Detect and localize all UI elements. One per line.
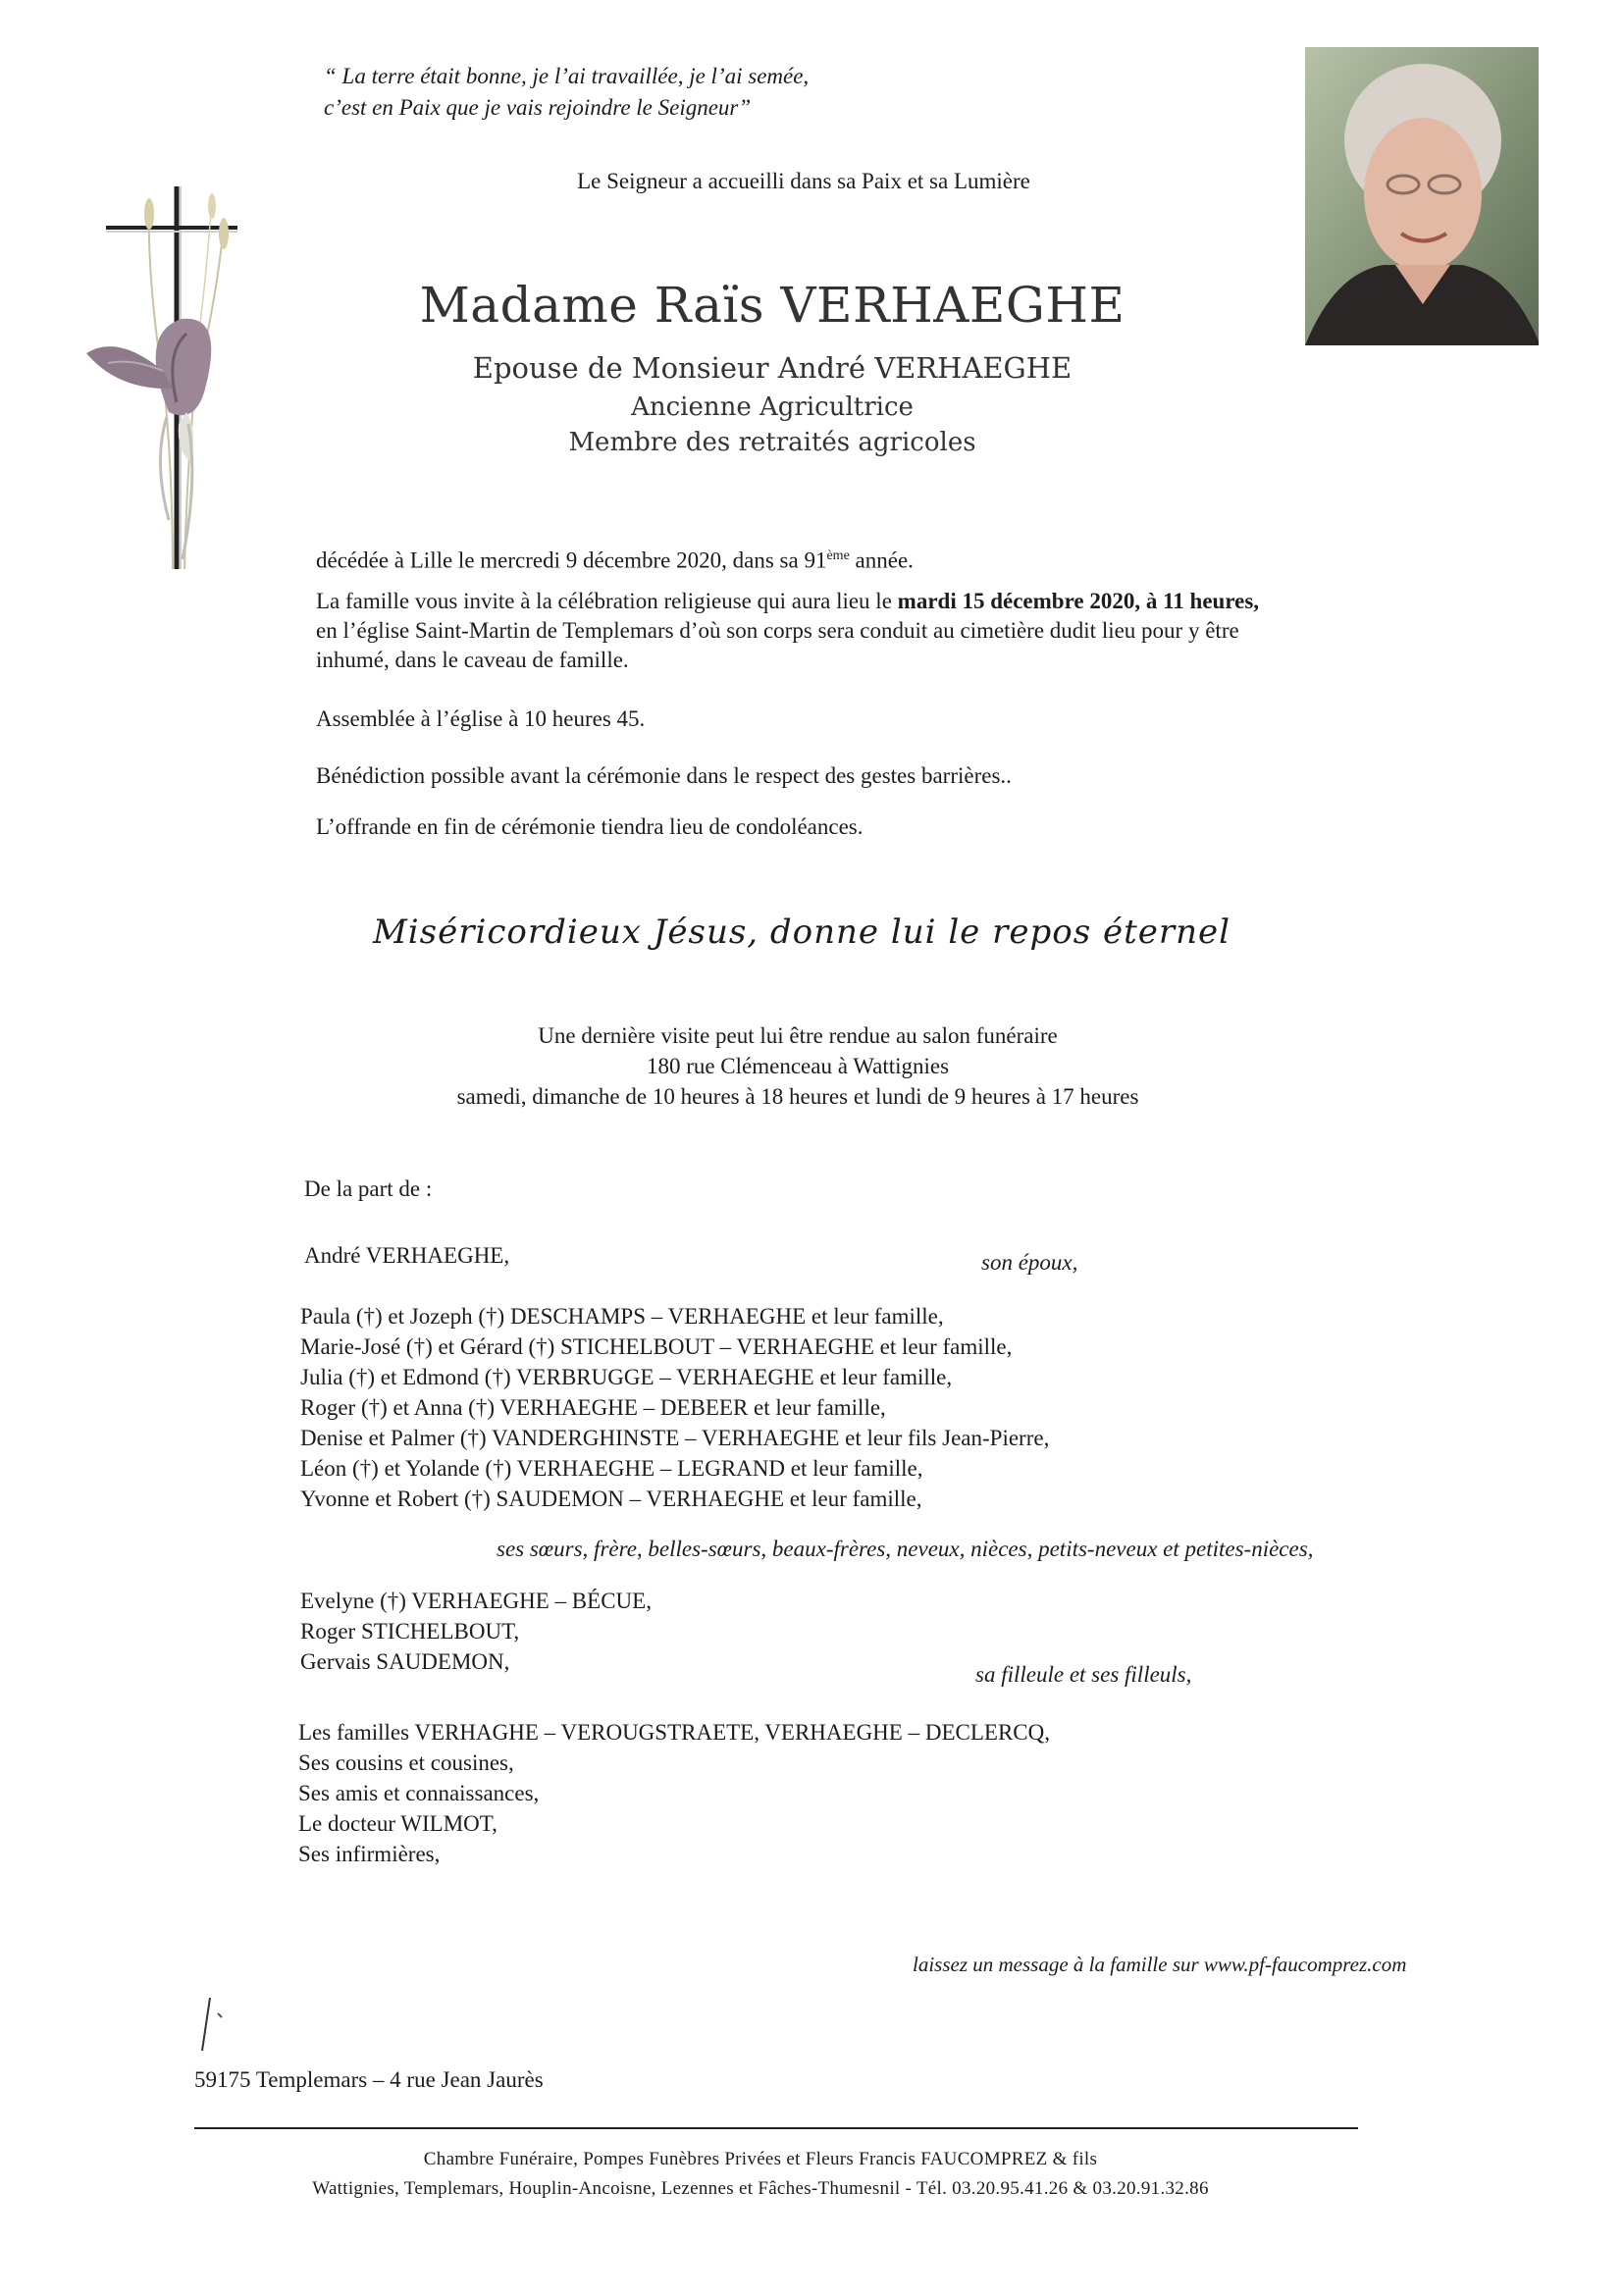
other-entry: Le docteur WILMOT,	[298, 1811, 497, 1836]
footer-line-1: Chambre Funéraire, Pompes Funèbres Privées et Fleurs Francis FAUCOMPREZ & fils	[423, 2149, 1098, 2169]
sibling-entry: Yvonne et Robert (†) SAUDEMON – VERHAEGHE et leur famille,	[300, 1487, 922, 1511]
ceremony-paragraph: La famille vous invite à la célébration religieuse qui aura lieu le mardi 15 décembre 2020, à 11 heures, en l’église Saint-Martin de Templemars d’où son corps sera conduit au cimetière dudit lieu pour y être inhumé, dans le caveau de famille.	[316, 587, 1523, 675]
visit-info	[0, 1020, 1623, 1112]
ceremony-date: mardi 15 décembre 2020, à 11 heures,	[897, 589, 1260, 613]
spouse-name: André VERHAEGHE,	[304, 1243, 510, 1268]
visit-line-1: Une dernière visite peut lui être rendue au salon funéraire	[538, 1023, 1058, 1048]
blessing-text: Bénédiction possible avant la cérémonie dans le respect des gestes barrières..	[316, 763, 1012, 788]
footer-line-2: Wattignies, Templemars, Houplin-Ancoisne, Lezennes et Fâches-Thumesnil - Tél. 03.20.95.41.26 & 03.20.91.32.86	[312, 2178, 1209, 2199]
address: 59175 Templemars – 4 rue Jean Jaurès	[194, 2067, 544, 2092]
visit-line-2: 180 rue Clémenceau à Wattignies	[646, 1054, 950, 1078]
sibling-entry: Julia (†) et Edmond (†) VERBRUGGE – VERHAEGHE et leur famille,	[300, 1365, 953, 1389]
deceased-name: Madame Raïs VERHAEGHE	[419, 277, 1126, 334]
intro-text: Le Seigneur a accueilli dans sa Paix et sa Lumière	[577, 169, 1030, 193]
other-entry: Ses infirmières,	[298, 1842, 441, 1866]
occupation: Ancienne Agricultrice	[631, 392, 914, 422]
sibling-entry: Roger (†) et Anna (†) VERHAEGHE – DEBEER et leur famille,	[300, 1395, 886, 1420]
spouse-role: son époux,	[981, 1250, 1078, 1275]
spouse-line: Epouse de Monsieur André VERHAEGHE	[472, 351, 1073, 385]
godchildren-list	[300, 1586, 652, 1677]
epigraph-line-1: “ La terre était bonne, je l’ai travaillée, je l’ai semée,	[324, 64, 810, 88]
footer-divider	[194, 2127, 1358, 2129]
godchild-entry: Gervais SAUDEMON,	[300, 1649, 510, 1674]
pen-mark	[192, 1992, 232, 2061]
sibling-entry: Denise et Palmer (†) VANDERGHINSTE – VERHAEGHE et leur fils Jean-Pierre,	[300, 1426, 1050, 1450]
siblings-role: ses sœurs, frère, belles-sœurs, beaux-frères, neveux, nièces, petits-neveux et petites-nièces,	[497, 1537, 1314, 1561]
ceremony-line-3: inhumé, dans le caveau de famille.	[316, 648, 629, 672]
epigraph-line-2: c’est en Paix que je vais rejoindre le Seigneur”	[324, 95, 752, 120]
other-entry: Ses cousins et cousines,	[298, 1750, 514, 1775]
from-label: De la part de :	[304, 1176, 433, 1201]
message-link[interactable]: laissez un message à la famille sur www.pf-faucomprez.com	[913, 1953, 1407, 1976]
prayer-script: Miséricordieux Jésus, donne lui le repos éternel	[372, 913, 1231, 952]
offering-text: L’offrande en fin de cérémonie tiendra lieu de condoléances.	[316, 814, 864, 839]
epigraph	[324, 61, 809, 124]
sibling-entry: Marie-José (†) et Gérard (†) STICHELBOUT – VERHAEGHE et leur famille,	[300, 1334, 1013, 1359]
ceremony-line-2: en l’église Saint-Martin de Templemars d’où son corps sera conduit au cimetière dudit lieu pour y être	[316, 618, 1239, 643]
other-entry: Les familles VERHAGHE – VEROUGSTRAETE, VERHAEGHE – DECLERCQ,	[298, 1720, 1050, 1745]
assembly-text: Assemblée à l’église à 10 heures 45.	[316, 706, 646, 731]
godchildren-role: sa filleule et ses filleuls,	[975, 1662, 1192, 1687]
others-list	[298, 1717, 1050, 1869]
membership: Membre des retraités agricoles	[568, 428, 976, 457]
superscript: ème	[826, 548, 850, 563]
siblings-list	[300, 1301, 1049, 1514]
godchild-entry: Evelyne (†) VERHAEGHE – BÉCUE,	[300, 1589, 652, 1613]
death-notice: décédée à Lille le mercredi 9 décembre 2020, dans sa 91ème année.	[316, 548, 914, 573]
sibling-entry: Paula (†) et Jozeph (†) DESCHAMPS – VERHAEGHE et leur famille,	[300, 1304, 944, 1329]
godchild-entry: Roger STICHELBOUT,	[300, 1619, 520, 1644]
sibling-entry: Léon (†) et Yolande (†) VERHAEGHE – LEGRAND et leur famille,	[300, 1456, 923, 1481]
other-entry: Ses amis et connaissances,	[298, 1781, 540, 1805]
visit-line-3: samedi, dimanche de 10 heures à 18 heures et lundi de 9 heures à 17 heures	[456, 1084, 1139, 1109]
